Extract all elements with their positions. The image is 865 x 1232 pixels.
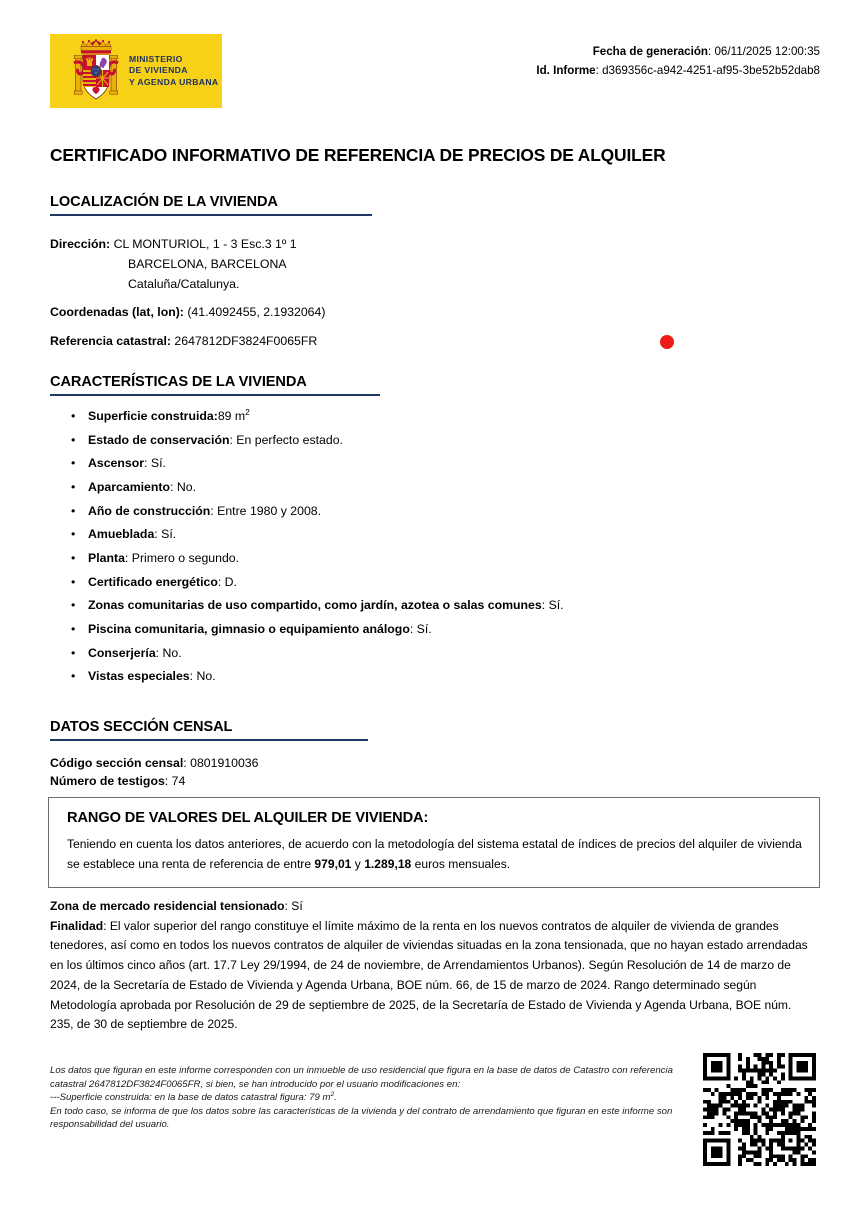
rango-text-part-2: y [351,856,365,871]
caracteristica-value: : Sí. [409,621,432,636]
footnote-line-1: Los datos que figuran en este informe corresponden con un inmueble de uso residencial que figura en la base de datos de Catastro con referencia catastral 2647812DF3824F0065FR, si bien, se han introducido por el usuario modificaciones en: [50,1065,673,1090]
section-heading-localizacion: LOCALIZACIÓN DE LA VIVIENDA [50,194,372,216]
spacer [50,295,520,304]
caracteristica-item [50,503,610,519]
direccion-line-1: CL MONTURIOL, 1 - 3 Esc.3 1º 1 [113,237,297,251]
caracteristica-item [50,526,610,542]
report-id-row: Id. Informe: d369356c-a942-4251-af95-3be52b52dab8 [536,64,820,78]
numero-testigos-label: Número de testigos [50,774,165,789]
direccion-line-2: BARCELONA, BARCELONA [128,256,287,271]
bullet-icon: • [71,669,76,684]
caracteristicas-list [50,408,610,692]
caracteristica-label: Amueblada [88,527,155,542]
caracteristica-value: 89 m [217,409,246,423]
caracteristica-value: : Sí. [144,456,166,471]
bullet-icon: • [71,550,76,565]
finalidad-text: : El valor superior del rango constituye el límite máximo de la renta en los nuevos contratos de alquiler de vivienda de grandes tenedores, así como en todos los nuevos contratos de alquiler de viviendas situadas en la zona tensionada, que no hayan estado arrendadas en los últimos cinco años (art. 17.7 Ley 29/1994, de 24 de noviembre, de Arrendamientos Urbanos). Según Resolución de 14 de marzo de 2024, de la Secretaría de Estado de Vivienda y Agenda Urbana, BOE núm. 66, de 15 de marzo de 2024. Rango determinado según Metodología aprobada por Resolución de 29 de septiembre de 2025, de la Secretaría de Estado de Vivienda y Agenda Urbana, BOE núm. 235, de 30 de septiembre de 2025. [50,918,808,1032]
rango-title: RANGO DE VALORES DEL ALQUILER DE VIVIENDA: [67,810,429,826]
finalidad-label: Finalidad [50,918,104,933]
qr-code[interactable] [703,1053,816,1166]
report-id-label: Id. Informe [536,64,596,78]
caracteristica-value: : No. [189,669,216,684]
rango-text-part-3: euros mensuales. [411,856,511,871]
bullet-icon: • [71,503,76,518]
caracteristica-text [88,598,564,612]
coordenadas-row [50,304,520,322]
ministry-name [129,54,218,89]
ministry-line-2: DE VIVIENDA [129,65,188,76]
ministry-line-3: Y AGENDA URBANA [129,76,219,87]
caracteristica-value: : Primero o segundo. [124,550,240,565]
bullet-icon: • [71,621,76,636]
caracteristica-item [50,621,610,637]
rango-valores-box [48,797,820,888]
caracteristica-text [88,504,321,518]
finalidad-row [50,917,818,1035]
caracteristica-label: Piscina comunitaria, gimnasio o equipamiento análogo [88,621,410,636]
footnote-line-2-prefix: ---Superficie construida: en la base de datos catastral figura: 79 m [50,1092,331,1104]
ministerio-vivienda-logo [50,34,222,108]
bullet-icon: • [71,479,76,494]
section-heading-caracteristicas: CARACTERÍSTICAS DE LA VIVIENDA [50,374,380,396]
generation-date-value: 06/11/2025 12:00:35 [714,45,820,58]
caracteristica-text [88,575,237,589]
caracteristica-item [50,408,610,424]
caracteristica-value: : D. [217,574,237,589]
caracteristica-text [88,646,182,660]
footnote-superscript: 2 [330,1091,335,1099]
rango-min-value: 979,01 [314,856,352,871]
referencia-catastral-value: 2647812DF3824F0065FR [174,334,318,349]
direccion-line-3: Cataluña/Catalunya. [128,276,240,291]
caracteristica-value: : Entre 1980 y 2008. [210,503,322,518]
caracteristica-text [88,527,176,541]
caracteristica-label: Estado de conservación [88,432,230,447]
codigo-seccion-censal-label: Código sección censal [50,756,184,770]
caracteristica-item [50,668,610,684]
caracteristica-item [50,432,610,448]
bullet-icon: • [71,456,76,471]
caracteristica-value: : Sí. [541,598,564,613]
codigo-seccion-censal-row [50,754,490,772]
caracteristica-text [88,551,239,565]
referencia-catastral-label: Referencia catastral: [50,334,171,349]
bullet-icon: • [71,409,76,423]
map-location-marker-icon [660,335,674,349]
qr-code-image [703,1053,816,1166]
legal-body [50,897,818,1035]
generation-date-row: Fecha de generación: 06/11/2025 12:00:35 [592,45,820,58]
caracteristica-item [50,645,610,661]
caracteristica-value: : No. [170,479,196,494]
ministry-line-1: MINISTERIO [129,53,183,64]
localizacion-body [50,236,520,353]
rango-text [67,835,805,874]
caracteristica-value: : Sí. [154,527,177,542]
caracteristica-text [88,480,196,494]
caracteristica-value: : No. [155,645,182,660]
caracteristica-label: Aparcamiento [88,479,171,494]
section-heading-censal: DATOS SECCIÓN CENSAL [50,719,368,741]
caracteristica-label: Certificado energético [88,574,218,589]
censal-body [50,754,490,790]
page-title: CERTIFICADO INFORMATIVO DE REFERENCIA DE PRECIOS DE ALQUILER [50,145,666,165]
document-header [50,34,820,120]
caracteristica-item [50,479,610,495]
report-id-value: d369356c-a942-4251-af95-3be52b52dab8 [602,64,820,78]
codigo-seccion-censal-value: : 0801910036 [183,756,259,770]
caracteristica-label: Ascensor [88,456,145,471]
rango-text-part-1: Teniendo en cuenta los datos anteriores, de acuerdo con la metodología del sistema estatal de índices de precios del alquiler de vivienda se establece una renta de referencia de entre [67,837,802,871]
bullet-icon: • [71,598,76,613]
direccion-row [50,236,520,254]
rango-max-value: 1.289,18 [364,856,412,871]
bullet-icon: • [71,432,76,447]
caracteristica-value: : En perfecto estado. [229,432,343,447]
direccion-line-2-row [50,256,520,274]
caracteristica-text [88,622,432,636]
footnote-line-2 [50,1091,690,1105]
direccion-label: Dirección: [50,237,111,251]
document-meta [536,42,820,80]
footnote-line-2-suffix: . [334,1092,337,1104]
caracteristica-item [50,597,610,613]
numero-testigos-row [50,772,490,790]
zona-tensionada-row [50,897,818,917]
caracteristica-label: Planta [88,550,125,565]
footnote-line-3: En todo caso, se informa de que los datos sobre las características de la vivienda y del contrato de arrendamiento que figuran en este informe son responsabilidad del usuario. [50,1105,673,1131]
caracteristica-text [88,456,166,470]
caracteristica-label: Vistas especiales [88,669,190,684]
zona-tensionada-label: Zona de mercado residencial tensionado [50,899,285,913]
numero-testigos-value: : 74 [164,774,186,789]
zona-tensionada-value: : Sí [284,899,303,913]
spanish-coat-of-arms-icon [72,39,120,103]
direccion-line-3-row [50,276,520,294]
caracteristica-label: Superficie construida: [88,409,218,423]
caracteristica-item [50,574,610,590]
caracteristica-text [88,406,250,423]
caracteristica-superscript: 2 [245,406,250,417]
caracteristica-label: Año de construcción [88,503,211,518]
coordenadas-label: Coordenadas (lat, lon): [50,305,184,320]
bullet-icon: • [71,574,76,589]
spacer [50,324,520,333]
bullet-icon: • [71,527,76,542]
referencia-catastral-row [50,333,520,351]
caracteristica-text [88,433,343,447]
bullet-icon: • [71,645,76,660]
caracteristica-item [50,455,610,471]
caracteristica-text [88,669,216,683]
coordenadas-value: (41.4092455, 2.1932064) [187,305,326,320]
footnote-disclaimer [50,1064,690,1132]
generation-date-label: Fecha de generación [592,45,709,58]
caracteristica-item [50,550,610,566]
caracteristica-label: Conserjería [88,645,156,660]
caracteristica-label: Zonas comunitarias de uso compartido, como jardín, azotea o salas comunes [88,598,542,613]
